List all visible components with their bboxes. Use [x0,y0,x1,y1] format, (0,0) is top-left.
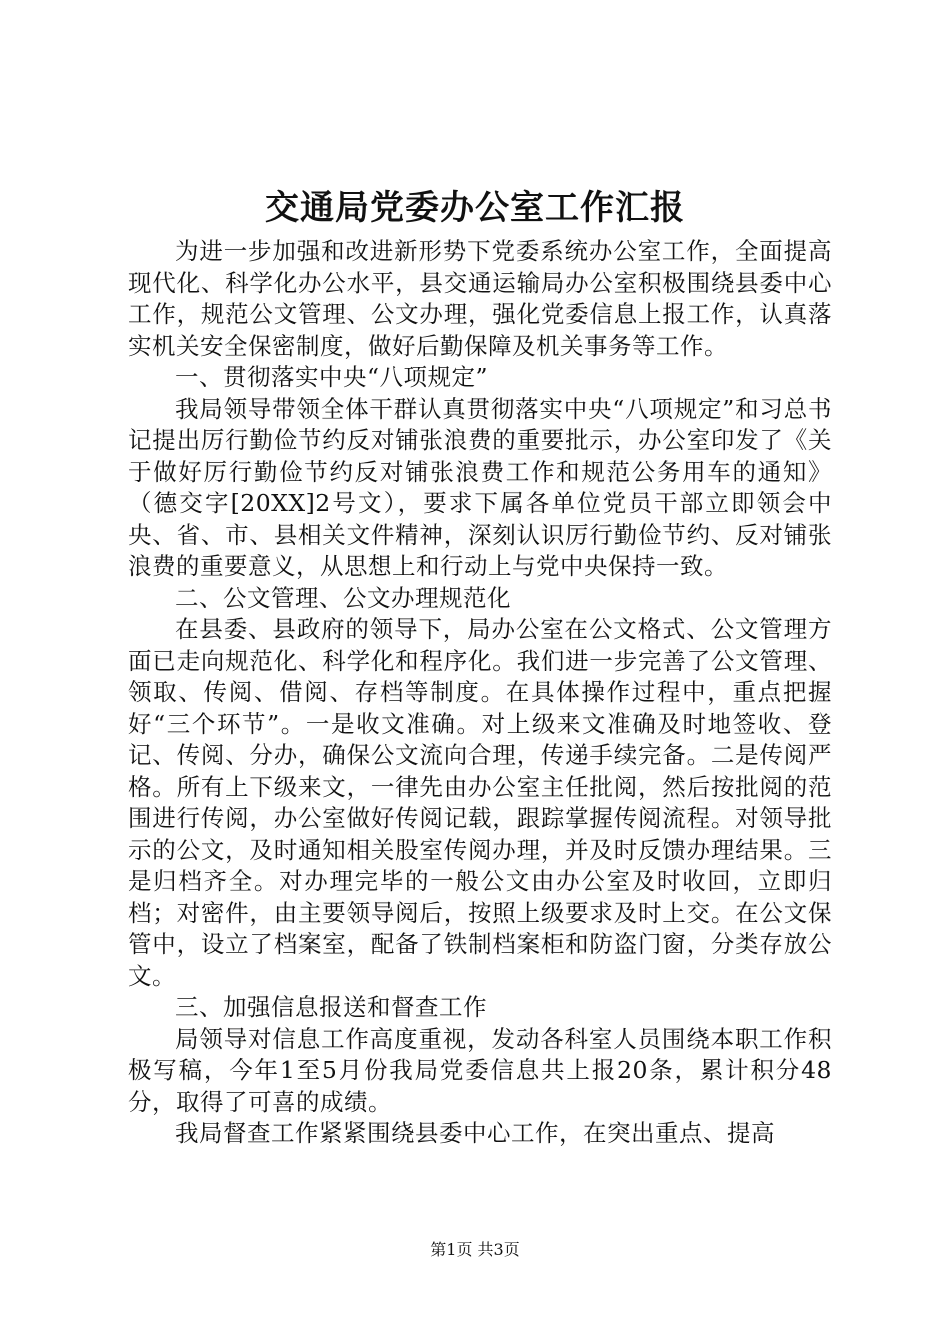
intro-paragraph: 为进一步加强和改进新形势下党委系统办公室工作，全面提高现代化、科学化办公水平，县交通运输局办公室积极围绕县委中心工作，规范公文管理、公文办理，强化党委信息上报工作，认真落实机关安全保密制度，做好后勤保障及机关事务等工作。 [128,237,832,360]
document-body [128,236,832,1150]
section-1-paragraph: 我局领导带领全体干群认真贯彻落实中央“八项规定”和习总书记提出厉行勤俭节约反对铺张浪费的重要批示，办公室印发了《关于做好厉行勤俭节约反对铺张浪费工作和规范公务用车的通知》（德交字[20XX]2号文），要求下属各单位党员干部立即领会中央、省、市、县相关文件精神，深刻认识厉行勤俭节约、反对铺张浪费的重要意义，从思想上和行动上与党中央保持一致。 [128,394,832,580]
document-title: 交通局党委办公室工作汇报 [265,188,685,228]
section-heading-2: 二、公文管理、公文办理规范化 [175,583,511,612]
section-3-paragraph-continued: 我局督查工作紧紧围绕县委中心工作，在突出重点、提高 [175,1119,775,1147]
page-number-footer: 第1页 共3页 [430,1240,520,1259]
section-2-paragraph: 在县委、县政府的领导下，局办公室在公文格式、公文管理方面已走向规范化、科学化和程序化。我们进一步完善了公文管理、领取、传阅、借阅、存档等制度。在具体操作过程中，重点把握好“三个环节”。一是收文准确。对上级来文准确及时地签收、登记、传阅、分办，确保公文流向合理，传递手续完备。二是传阅严格。所有上下级来文，一律先由办公室主任批阅，然后按批阅的范围进行传阅，办公室做好传阅记载，跟踪掌握传阅流程。对领导批示的公文，及时通知相关股室传阅办理，并及时反馈办理结果。三是归档齐全。对办理完毕的一般公文由办公室及时收回，立即归档；对密件，由主要领导阅后，按照上级要求及时上交。在公文保管中，设立了档案室，配备了铁制档案柜和防盗门窗，分类存放公文。 [128,615,832,990]
section-heading-1: 一、贯彻落实中央“八项规定” [175,363,489,391]
section-3-paragraph: 局领导对信息工作高度重视，发动各科室人员围绕本职工作积极写稿，今年1至5月份我局党委信息共上报20条，累计积分48分，取得了可喜的成绩。 [128,1024,832,1116]
section-heading-3: 三、加强信息报送和督查工作 [175,993,487,1021]
